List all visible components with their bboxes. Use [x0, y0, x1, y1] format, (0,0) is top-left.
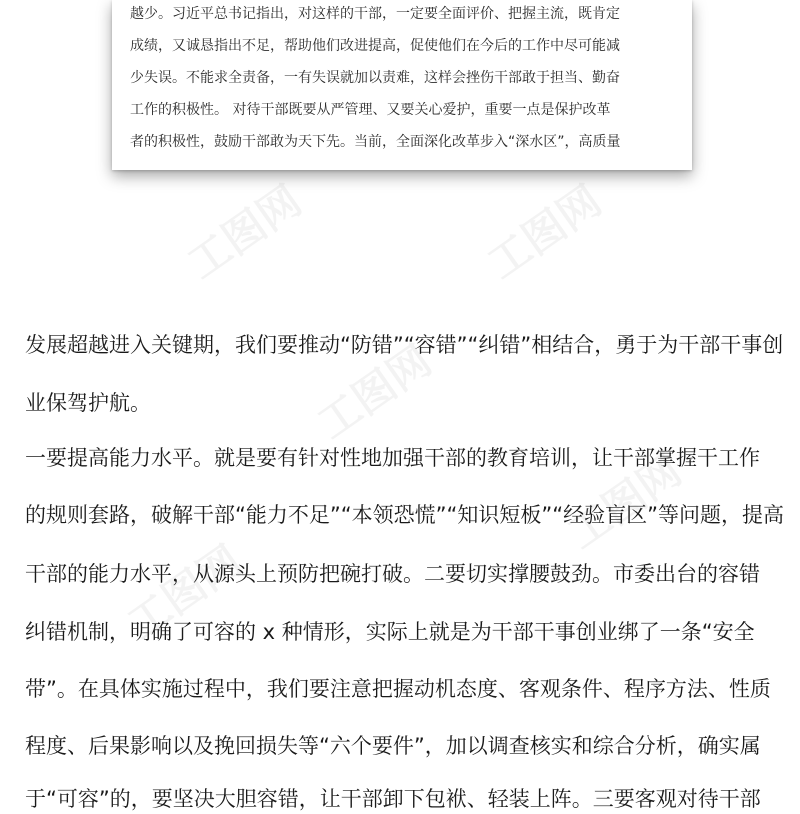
body-text-line-4: 的规则套路，破解干部“能力不足”“本领恐慌”“知识短板”“经验盲区”等问题，提高: [25, 503, 785, 527]
body-text-line-3: 一要提高能力水平。就是要有针对性地加强干部的教育培训，让干部掌握干工作: [25, 446, 760, 470]
card-text-line-4: 工作的积极性。 对待干部既要从严管理、又要关心爱护，重要一点是保护改革: [130, 102, 611, 118]
card-text-line-3: 少失误。不能求全责备，一有失误就加以责难，这样会挫伤干部敢于担当、勤奋: [130, 70, 620, 86]
watermark-1: [174, 169, 312, 290]
card-text-line-1: 越少。习近平总书记指出，对这样的干部，一定要全面评价、把握主流，既肯定: [130, 6, 620, 22]
body-text-line-8: 程度、后果影响以及挽回损失等“六个要件”，加以调查核实和综合分析，确实属: [25, 734, 761, 758]
watermark-2: [474, 169, 612, 290]
body-text-line-7: 带”。在具体实施过程中，我们要注意把握动机态度、客观条件、程序方法、性质: [25, 677, 771, 701]
body-text-line-5: 干部的能力水平，从源头上预防把碗打破。二要切实撑腰鼓劲。市委出台的容错: [25, 562, 760, 586]
body-text-line-1: 发展超越进入关键期，我们要推动“防错”“容错”“纠错”相结合，勇于为干部干事创: [25, 333, 784, 357]
body-text-line-2: 业保驾护航。: [25, 391, 151, 415]
document-page-card: [112, 0, 692, 170]
body-text-line-9: 于“可容”的，要坚决大胆容错，让干部卸下包袱、轻装上阵。三要客观对待干部: [25, 787, 761, 811]
card-text-line-2: 成绩，又诚恳指出不足，帮助他们改进提高，促使他们在今后的工作中尽可能减: [130, 38, 620, 54]
body-text-line-6: 纠错机制，明确了可容的 x 种情形，实际上就是为干部干事创业绑了一条“安全: [25, 620, 755, 644]
card-text-line-5: 者的积极性，鼓励干部敢为天下先。当前，全面深化改革步入“深水区”，高质量: [130, 134, 621, 150]
